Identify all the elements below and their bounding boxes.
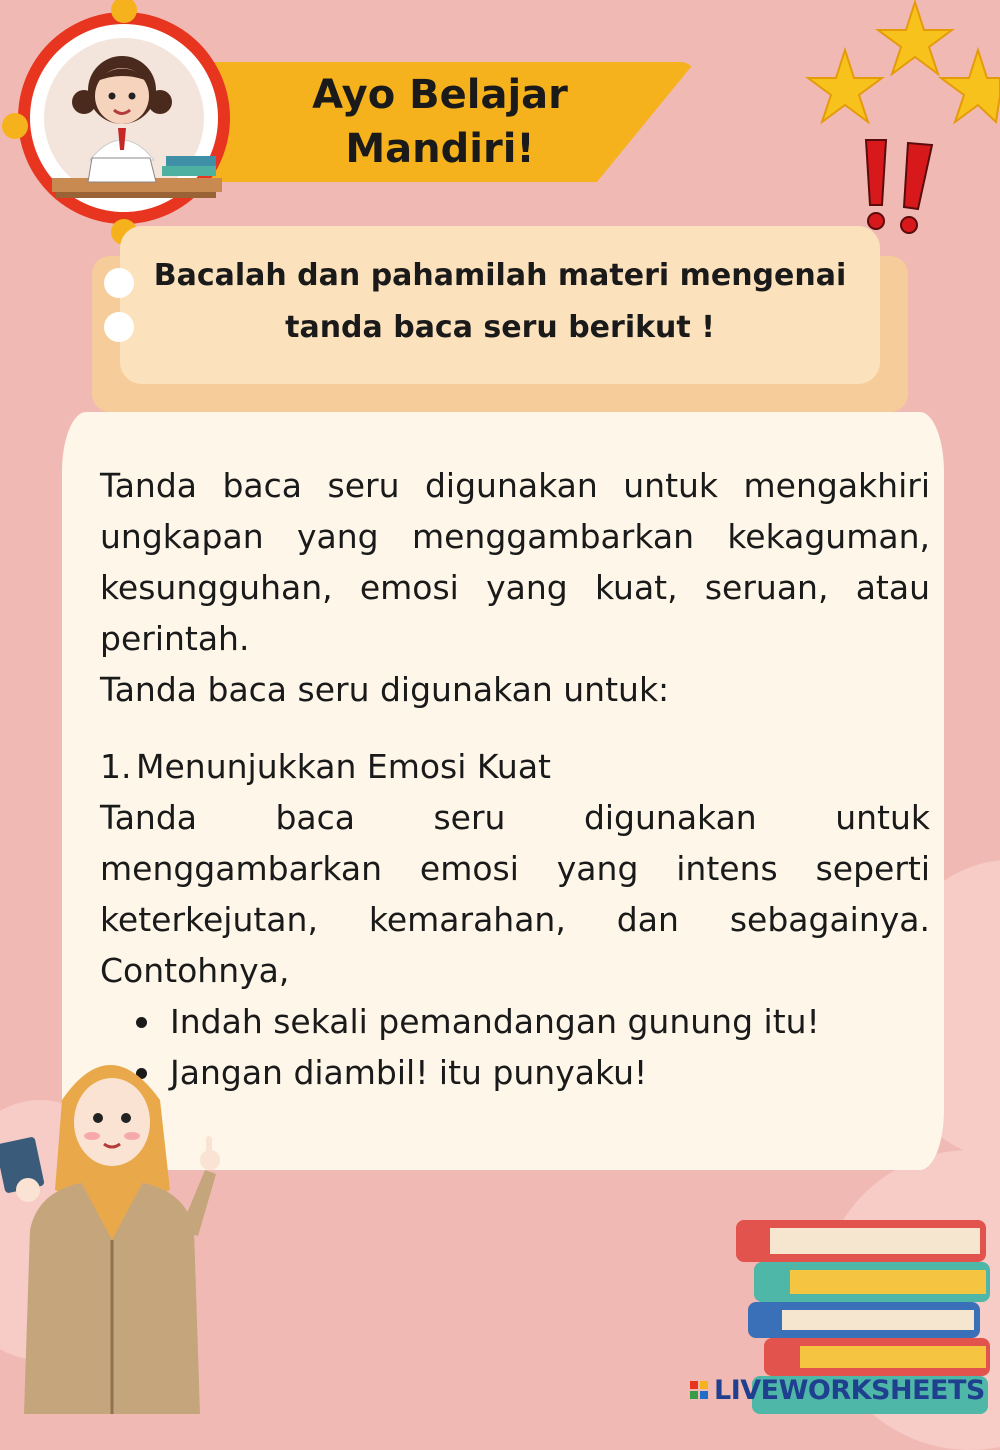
student-reading-icon bbox=[0, 0, 240, 250]
instruction-line-1: Bacalah dan pahamilah materi mengenai bbox=[153, 258, 847, 293]
intro-paragraph: Tanda baca seru digunakan untuk mengakhiri ungkapan yang menggambarkan kekaguman, kesungguhan, emosi yang kuat, seruan, atau perintah. bbox=[100, 466, 930, 658]
item-description: Tanda baca seru digunakan untuk menggambarkan emosi yang intens seperti keterkejutan, kemarahan, dan sebagainya. Contohnya, bbox=[100, 798, 930, 990]
liveworksheets-logo-icon bbox=[690, 1381, 708, 1399]
title-line-2: Mandiri! bbox=[345, 126, 535, 172]
page-title bbox=[245, 62, 635, 182]
content-body bbox=[100, 460, 930, 1098]
stars-icon bbox=[800, 0, 1000, 140]
title-line-1: Ayo Belajar bbox=[312, 72, 568, 118]
example-item: Jangan diambil! itu punyaku! bbox=[170, 1047, 930, 1098]
instruction-text bbox=[120, 250, 880, 354]
item-title: Menunjukkan Emosi Kuat bbox=[136, 747, 551, 786]
watermark-text: LIVEWORKSHEETS bbox=[714, 1374, 985, 1406]
item-number: 1. bbox=[100, 747, 132, 786]
example-item: Indah sekali pemandangan gunung itu! bbox=[170, 996, 930, 1047]
list-item bbox=[100, 741, 930, 792]
instruction-line-2: tanda baca seru berikut ! bbox=[285, 310, 715, 345]
exclamation-icon bbox=[860, 135, 940, 240]
watermark bbox=[690, 1372, 990, 1408]
teacher-icon bbox=[0, 1040, 230, 1414]
uses-heading: Tanda baca seru digunakan untuk: bbox=[100, 670, 670, 709]
